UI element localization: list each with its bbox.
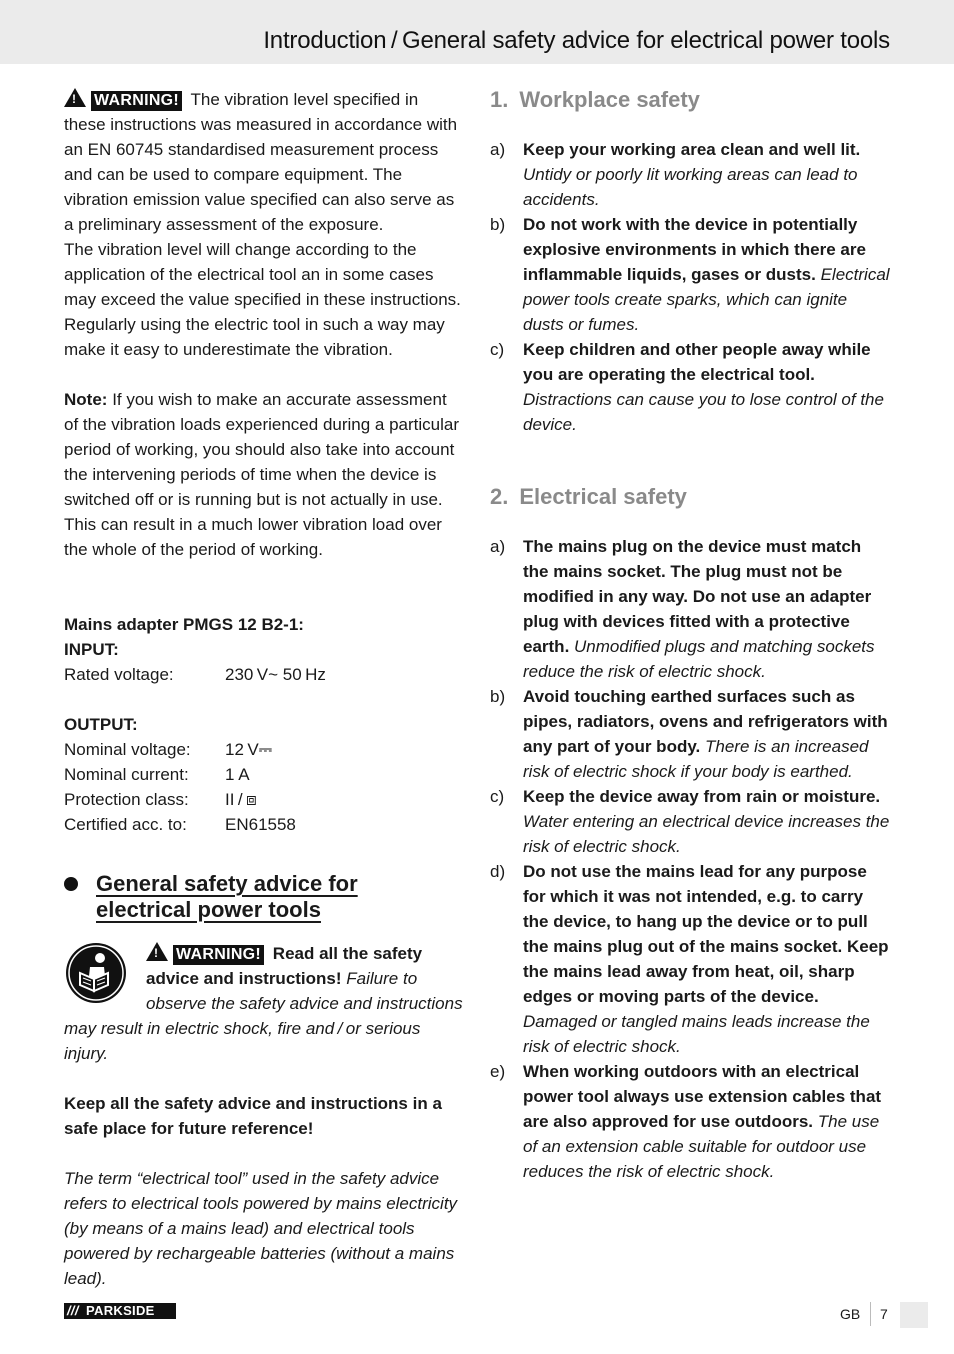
heading-electrical-safety: 2. Electrical safety xyxy=(490,484,687,509)
language-code: GB xyxy=(840,1306,861,1322)
list-item xyxy=(490,212,890,337)
output-label: OUTPUT: xyxy=(64,715,138,734)
list-item-bold: Do not use the mains lead for any purpose for which it was not intended, e.g. to carry the device, to hang up the device or to pull the mains plug out of the mains socket. Keep the mains lead away from heat, oil, sharp edges or moving parts of the device. xyxy=(523,862,889,1006)
logo-slashes-icon: /// xyxy=(67,1303,79,1318)
list-item-bold: When working outdoors with an electrical power tool always use extension cables that are also approved for use outdoors. xyxy=(523,1062,882,1131)
spec-value: 12 V⎓ xyxy=(225,740,273,759)
warning-triangle-icon xyxy=(64,88,86,107)
vibration-text-1: The vibration level specified in these instructions was measured in accordance with an EN 60745 standardised measurement process and can be used to compare equipment. The vibration emission value specified can also serve as a preliminary assessment of the exposure. xyxy=(64,90,458,234)
footer-divider xyxy=(870,1302,871,1326)
list-item-italic: Distractions can cause you to lose control of the device. xyxy=(523,390,884,434)
list-item-italic: The use of an extension cable suitable for outdoor use reduces the risk of electric shock. xyxy=(523,1112,880,1181)
parkside-logo xyxy=(64,1303,176,1319)
warning-bold-text: Read all the safety advice and instructions! xyxy=(146,944,423,988)
note-text: If you wish to make an accurate assessment of the vibration loads experienced during a particular period of working, you should also take into account the intervening periods of time when the device is switched off or is running but is not actually in use. This can result in a much lower vibration load over the whole of the period of working. xyxy=(64,390,460,559)
note-label: Note: xyxy=(64,390,108,409)
list-item xyxy=(490,337,890,437)
list-item xyxy=(490,784,890,859)
spec-label: Nominal voltage: xyxy=(64,740,191,759)
list-item-label: b) xyxy=(490,215,506,234)
list-item-bold: Keep children and other people away while you are operating the electrical tool. xyxy=(523,340,871,384)
spec-value: II / ⧈ xyxy=(225,790,257,809)
list-item-label: a) xyxy=(490,140,506,159)
list-item-bold: Keep the device away from rain or moisture. xyxy=(523,787,881,806)
list-item-bold: The mains plug on the device must match the mains socket. The plug must not be modified in any way. Do not use an adapter plug with devices fitted with a protective earth. xyxy=(523,537,872,656)
spec-value: 230 V~ 50 Hz xyxy=(225,665,326,684)
list-item-label: b) xyxy=(490,687,506,706)
heading-workplace-safety: 1. Workplace safety xyxy=(490,87,700,112)
warning-italic-text: Failure to observe the safety advice and instructions may result in electric shock, fire and / or serious injury. xyxy=(64,969,463,1063)
list-item-italic: Untidy or poorly lit working areas can lead to accidents. xyxy=(523,165,858,209)
list-item-italic: Unmodified plugs and matching sockets reduce the risk of electric shock. xyxy=(523,637,875,681)
note-paragraph xyxy=(64,387,464,562)
warning-badge: WARNING! xyxy=(91,91,182,111)
bullet-icon xyxy=(64,877,78,891)
brand-name: PARKSIDE xyxy=(86,1303,155,1318)
list-item-bold: Avoid touching earthed surfaces such as pipes, radiators, ovens and refrigerators with any part of your body. xyxy=(523,687,888,756)
section-heading-general-safety xyxy=(64,871,464,923)
footer-tab xyxy=(900,1302,928,1328)
input-specs xyxy=(64,662,464,687)
list-item-label: a) xyxy=(490,537,506,556)
keep-instructions-text: Keep all the safety advice and instructions in a safe place for future reference! xyxy=(64,1094,442,1138)
section-title-line-2: electrical power tools xyxy=(96,897,321,922)
vibration-text-2: The vibration level will change according to the application of the electrical tool an in some cases may exceed the value specified in these instructions. Regularly using the electric tool in such a way may make it easy to underestimate the vibration. xyxy=(64,240,461,359)
spec-label: Certified acc. to: xyxy=(64,815,187,834)
warning-badge: WARNING! xyxy=(173,945,264,965)
safety-warning-block xyxy=(64,941,464,1066)
list-item-bold: Keep your working area clean and well lit. xyxy=(523,140,861,159)
term-definition-text: The term “electrical tool” used in the safety advice refers to electrical tools powered by mains electricity (by means of a mains lead) and electrical tools powered by rechargeable batteries (without a mains lead). xyxy=(64,1169,458,1288)
list-item-italic: There is an increased risk of electric shock if your body is earthed. xyxy=(523,737,869,781)
list-item-label: c) xyxy=(490,787,505,806)
output-specs xyxy=(64,737,464,837)
list-item xyxy=(490,137,890,212)
right-column xyxy=(490,87,890,1184)
input-label: INPUT: xyxy=(64,640,119,659)
vibration-warning xyxy=(64,87,464,237)
page-title: Introduction / General safety advice for electrical power tools xyxy=(263,27,890,54)
list-item-bold: Do not work with the device in potentially explosive environments in which there are inflammable liquids, gases or dusts. xyxy=(523,215,866,284)
list-item xyxy=(490,684,890,784)
left-column xyxy=(64,87,464,1291)
page-number: 7 xyxy=(880,1306,888,1322)
list-item-label: c) xyxy=(490,340,505,359)
section-title-line-1: General safety advice for xyxy=(96,871,358,896)
page-header xyxy=(0,0,954,64)
spec-label: Rated voltage: xyxy=(64,665,174,684)
list-item xyxy=(490,1059,890,1184)
list-item-label: e) xyxy=(490,1062,506,1081)
list-item-italic: Water entering an electrical device increases the risk of electric shock. xyxy=(523,812,890,856)
list-item xyxy=(490,859,890,1059)
adapter-title: Mains adapter PMGS 12 B2-1: xyxy=(64,615,304,634)
spec-label: Protection class: xyxy=(64,790,189,809)
spec-value: 1 A xyxy=(225,765,250,784)
list-item-italic: Electrical power tools create sparks, which can ignite dusts or fumes. xyxy=(523,265,890,334)
list-item-italic: Damaged or tangled mains leads increase the risk of electric shock. xyxy=(523,1012,870,1056)
spec-value: EN61558 xyxy=(225,815,296,834)
spec-label: Nominal current: xyxy=(64,765,189,784)
list-item xyxy=(490,534,890,684)
read-manual-icon xyxy=(64,941,128,1005)
warning-triangle-icon xyxy=(146,942,168,961)
list-item-label: d) xyxy=(490,862,506,881)
